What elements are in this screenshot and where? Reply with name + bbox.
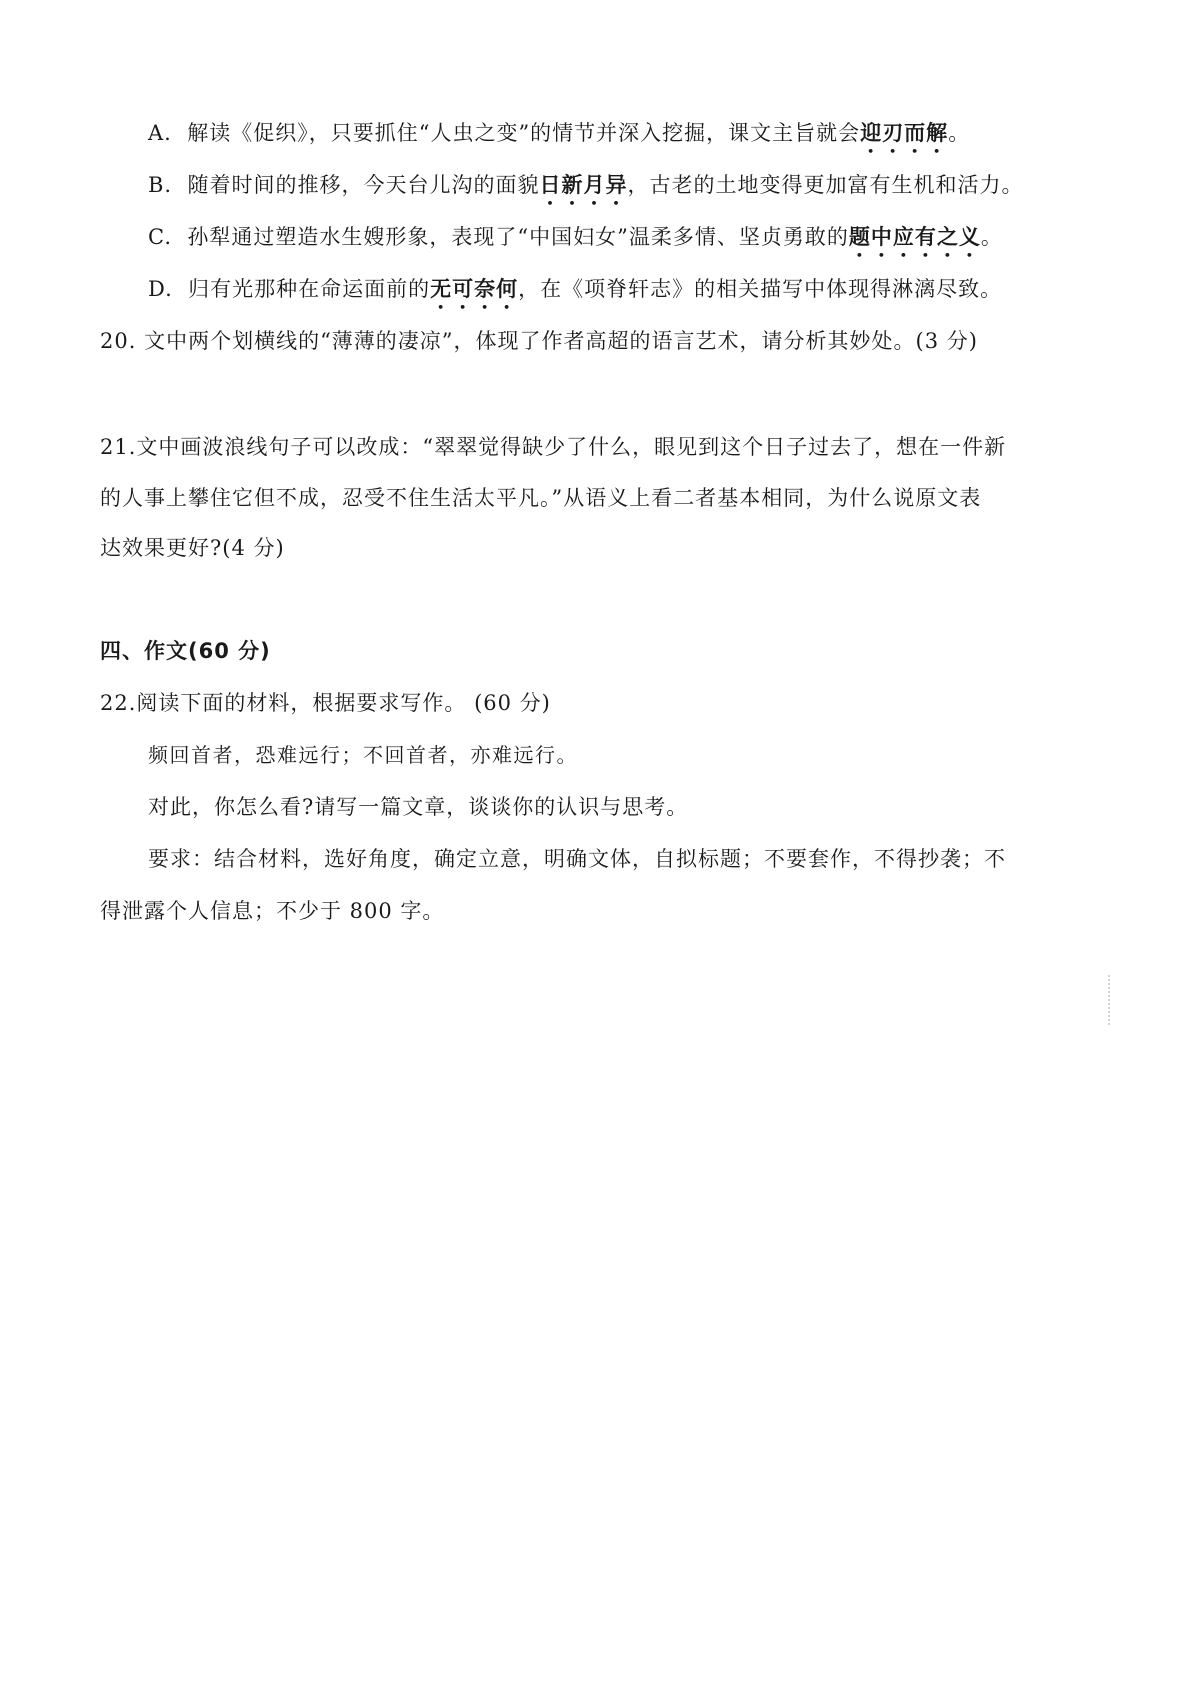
question-21-line-3: 达效果更好?(4 分) <box>100 536 285 560</box>
emphasized-term: 日新月异 <box>539 173 628 197</box>
option-text-end: ，古老的土地变得更加富有生机和活力。 <box>627 173 1024 197</box>
option-letter: D. <box>148 277 173 301</box>
option-letter: C. <box>148 225 172 249</box>
essay-requirements-line-2: 得泄露个人信息；不少于 800 字。 <box>100 899 445 923</box>
option-d <box>148 274 1002 314</box>
option-text: 随着时间的推移，今天台儿沟的面貌 <box>187 173 540 197</box>
question-20: 20. 文中两个划横线的“薄薄的凄凉”，体现了作者高超的语言艺术，请分析其妙处。(3 分) <box>100 329 978 353</box>
question-21-line-1: 21.文中画波浪线句子可以改成：“翠翠觉得缺少了什么，眼见到这个日子过去了，想在一件新 <box>100 435 1007 459</box>
emphasized-term: 无可奈何 <box>430 277 519 301</box>
option-text: 孙犁通过塑造水生嫂形象，表现了“中国妇女”温柔多情、坚贞勇敢的 <box>187 225 849 249</box>
option-letter: B. <box>148 173 173 197</box>
option-a <box>148 118 970 158</box>
essay-requirements-line-1: 要求：结合材料，选好角度，确定立意，明确文体，自拟标题；不要套作，不得抄袭；不 <box>148 847 1006 871</box>
question-21-line-2: 的人事上攀住它但不成，忍受不住生活太平凡。”从语义上看二者基本相同，为什么说原文表 <box>100 486 982 510</box>
essay-material: 频回首者，恐难远行；不回首者，亦难远行。 <box>148 743 578 767</box>
option-text-end: 。 <box>980 225 1003 249</box>
scan-artifact <box>1108 975 1112 1025</box>
emphasized-term: 题中应有之义 <box>848 225 981 249</box>
option-text: 解读《促织》，只要抓住“人虫之变”的情节并深入挖掘，课文主旨就会 <box>187 121 861 145</box>
option-text-end: ，在《项脊轩志》的相关描写中体现得淋漓尽致。 <box>518 277 1003 301</box>
question-22-prompt: 22.阅读下面的材料，根据要求写作。 (60 分) <box>100 691 551 715</box>
section-title: 四、作文(60 分) <box>100 639 271 663</box>
option-text: 归有光那种在命运面前的 <box>188 277 431 301</box>
option-text-end: 。 <box>948 121 971 145</box>
emphasized-term: 迎刃而解 <box>860 121 949 145</box>
option-c <box>148 222 1003 262</box>
option-letter: A. <box>148 121 172 145</box>
essay-question: 对此，你怎么看?请写一篇文章，谈谈你的认识与思考。 <box>148 795 689 819</box>
option-b <box>148 170 1023 210</box>
